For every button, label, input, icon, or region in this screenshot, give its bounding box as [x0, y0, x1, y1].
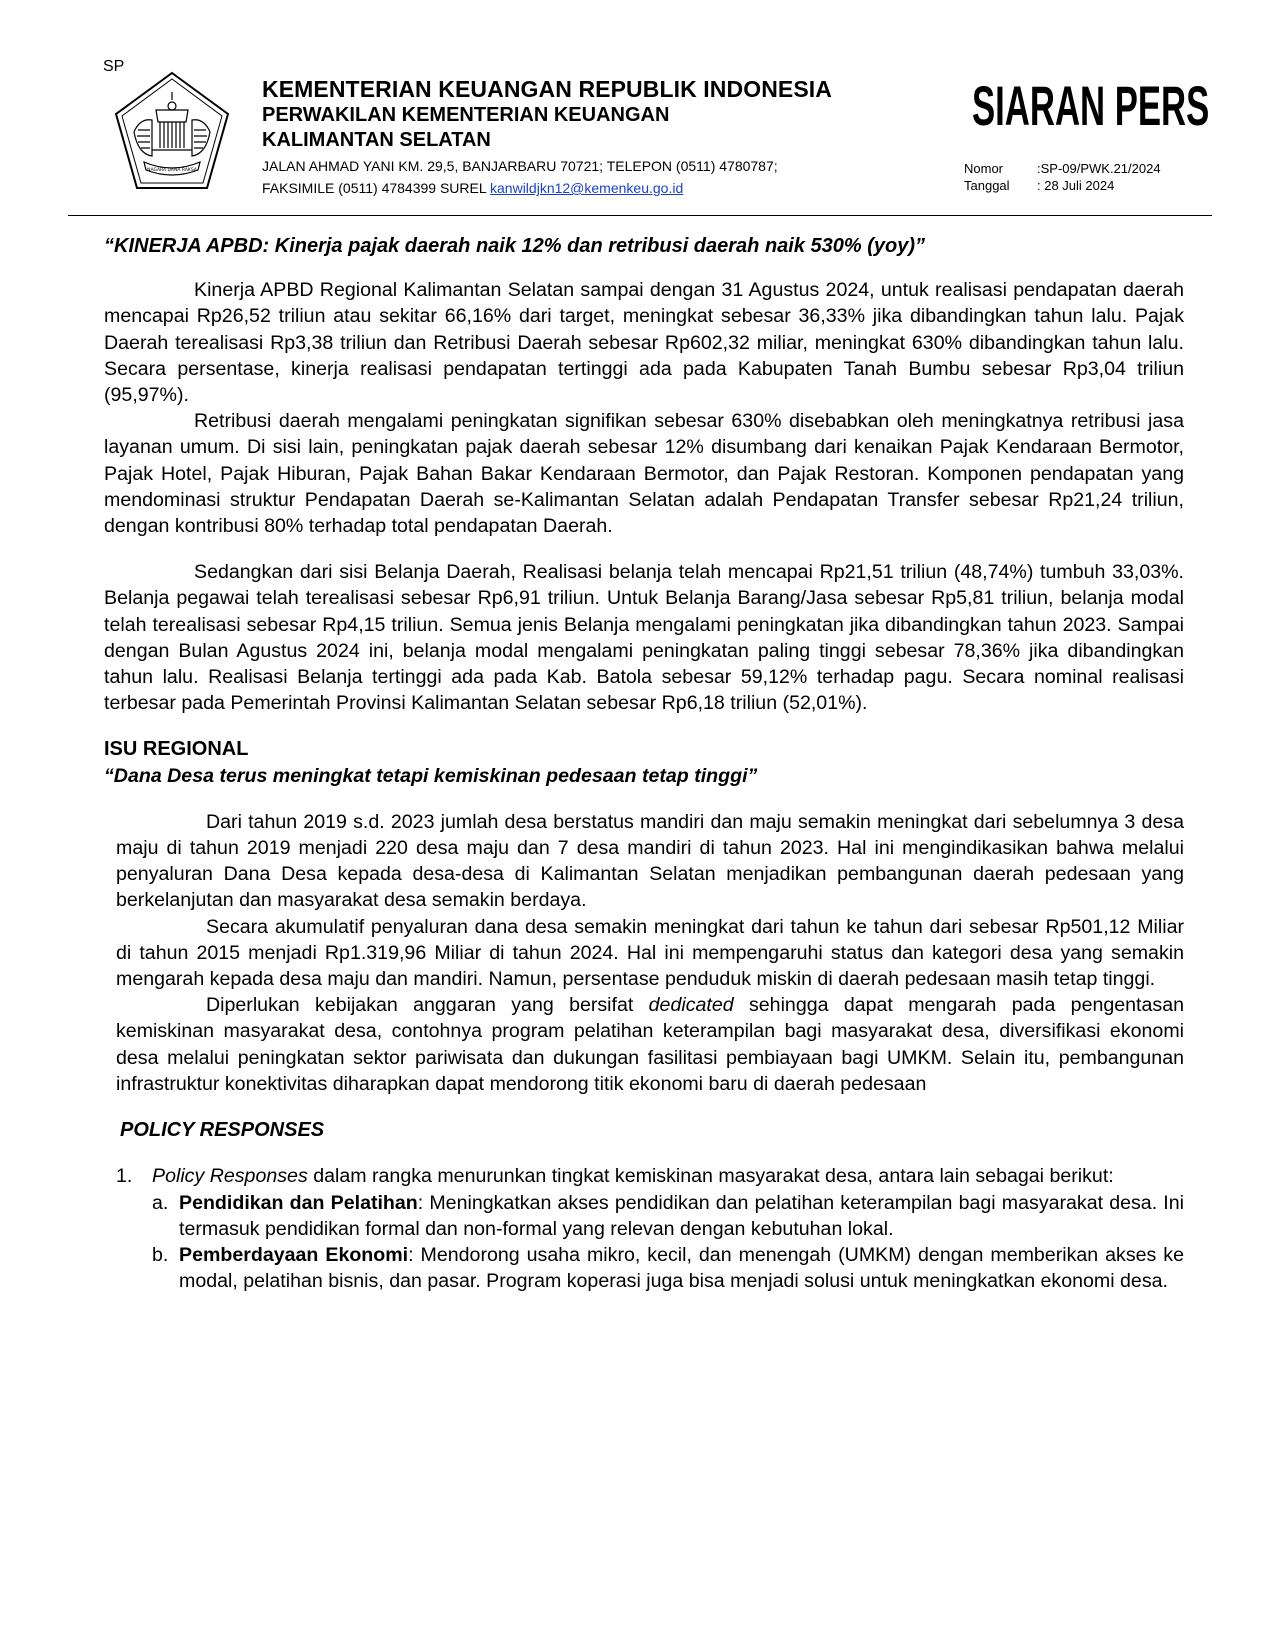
ministry-name: KEMENTERIAN KEUANGAN REPUBLIK INDONESIA [262, 76, 832, 102]
release-title: “KINERJA APBD: Kinerja pajak daerah naik 12% dan retribusi daerah naik 530% (yoy)” [104, 235, 926, 257]
document-meta [964, 160, 1161, 194]
paragraph-dana-desa: Secara akumulatif penyaluran dana desa semakin meningkat dari tahun ke tahun dari sebesar Rp501,12 Miliar di tahun 2015 menjadi Rp1.319,96 Miliar di tahun 2024. Hal ini mempengaruhi status dan kategori desa yang semakin mengarah kepada desa maju dan mandiri. Namun, persentase penduduk miskin di daerah pedesaan masih tetap tinggi. [116, 915, 1184, 991]
email-link[interactable]: kanwildjkn12@kemenkeu.go.id [490, 180, 684, 196]
document-code-mark: SP [103, 58, 125, 75]
address-line: JALAN AHMAD YANI KM. 29,5, BANJARBARU 70721; TELEPON (0511) 4780787; [262, 158, 778, 174]
region-name: KALIMANTAN SELATAN [262, 129, 491, 151]
letterhead [262, 76, 832, 197]
svg-text:NAGARA DANA RAKSA: NAGARA DANA RAKSA [147, 168, 197, 173]
paragraph-belanja: Sedangkan dari sisi Belanja Daerah, Realisasi belanja telah mencapai Rp21,51 triliun (48,74%) tumbuh 33,03%. Belanja pegawai telah terealisasi sebesar Rp6,91 triliun. Untuk Belanja Barang/Jasa sebesar Rp5,81 triliun, belanja modal telah terealisasi sebesar Rp4,15 triliun. Semua jenis Belanja mengalami peningkatan jika dibandingkan tahun 2023. Sampai dengan Bulan Agustus 2024 ini, belanja modal mengalami peningkatan paling tinggi sebesar 78,36% jika dibandingkan tahun lalu. Realisasi Belanja tertinggi ada pada Kab. Batola sebesar 59,12% terhadap pagu. Secara nominal realisasi terbesar pada Pemerintah Provinsi Kalimantan Selatan sebesar Rp6,18 triliun (52,01%). [104, 561, 1184, 715]
paragraph-retribusi: Retribusi daerah mengalami peningkatan signifikan sebesar 630% disebabkan oleh meningkatnya retribusi jasa layanan umum. Di sisi lain, peningkatan pajak daerah sebesar 12% disumbang dari kenaikan Pajak Kendaraan Bermotor, Pajak Hotel, Pajak Hiburan, Pajak Bahan Bakar Kendaraan Bermotor, dan Pajak Restoran. Komponen pendapatan yang mendominasi struktur Pendapatan Daerah se-Kalimantan Selatan adalah Pendapatan Transfer sebesar Rp21,24 triliun, dengan kontribusi 80% terhadap total pendapatan Daerah. [104, 410, 1184, 538]
office-name: PERWAKILAN KEMENTERIAN KEUANGAN [262, 104, 670, 126]
tanggal-label: Tanggal [964, 178, 1010, 193]
header-divider [68, 215, 1212, 216]
isu-regional-subtitle: “Dana Desa terus meningkat tetapi kemiskinan pedesaan tetap tinggi” [104, 764, 758, 787]
contact-line: FAKSIMILE (0511) 4784399 SUREL kanwildjkn12@kemenkeu.go.id [262, 180, 684, 196]
policy-responses-heading: POLICY RESPONSES [120, 1119, 325, 1142]
nomor-label: Nomor [964, 161, 1004, 176]
press-release-label: SIARAN PERS [972, 74, 1210, 137]
list-item: 1. Policy Responses dalam rangka menurunkan tingkat kemiskinan masyarakat desa, antara lain sebagai berikut: [116, 1165, 1114, 1188]
isu-regional-heading: ISU REGIONAL [104, 738, 249, 761]
nomor-value: :SP-09/PWK.21/2024 [1037, 161, 1161, 176]
kemenkeu-emblem-logo [112, 70, 232, 192]
list-item: a. Pendidikan dan Pelatihan: Meningkatkan akses pendidikan dan pelatihan keterampilan bagi masyarakat desa. Ini termasuk pendidikan formal dan non-formal yang relevan dengan kebutuhan lokal. [152, 1191, 1184, 1240]
paragraph-desa-mandiri: Dari tahun 2019 s.d. 2023 jumlah desa berstatus mandiri dan maju semakin meningkat dari sebelumnya 3 desa maju di tahun 2019 menjadi 220 desa maju dan 7 desa mandiri di tahun 2023. Hal ini mengindikasikan bahwa melalui penyaluran Dana Desa kepada desa-desa di Kalimantan Selatan menjadikan pembangunan daerah pedesaan yang berkelanjutan dan masyarakat desa semakin berdaya. [116, 810, 1184, 912]
list-item: b. Pemberdayaan Ekonomi: Mendorong usaha mikro, kecil, dan menengah (UMKM) dengan memberikan akses ke modal, pelatihan bisnis, dan pasar. Program koperasi juga bisa menjadi solusi untuk meningkatkan ekonomi desa. [152, 1243, 1184, 1293]
paragraph-pendapatan: Kinerja APBD Regional Kalimantan Selatan sampai dengan 31 Agustus 2024, untuk realisasi pendapatan daerah mencapai Rp26,52 triliun atau sekitar 66,16% dari target, meningkat sebesar 36,33% jika dibandingkan tahun lalu. Pajak Daerah terealisasi Rp3,38 triliun dan Retribusi Daerah sebesar Rp602,32 miliar, meningkat 630% dibandingkan tahun lalu. Secara persentase, kinerja realisasi pendapatan tertinggi ada pada Kabupaten Tanah Bumbu sebesar Rp3,04 triliun (95,97%). [104, 279, 1184, 407]
press-release-body [104, 233, 1184, 1294]
tanggal-value: : 28 Juli 2024 [1037, 178, 1115, 193]
paragraph-kebijakan: Diperlukan kebijakan anggaran yang bersifat dedicated sehingga dapat mengarah pada pengentasan kemiskinan masyarakat desa, contohnya program pelatihan keterampilan bagi masyarakat desa, diversifikasi ekonomi desa melalui peningkatan sektor pariwisata dan dukungan fasilitasi pembiayaan bagi UMKM. Selain itu, pembangunan infrastruktur konektivitas diharapkan dapat mendorong titik ekonomi baru di daerah pedesaan [116, 994, 1184, 1095]
